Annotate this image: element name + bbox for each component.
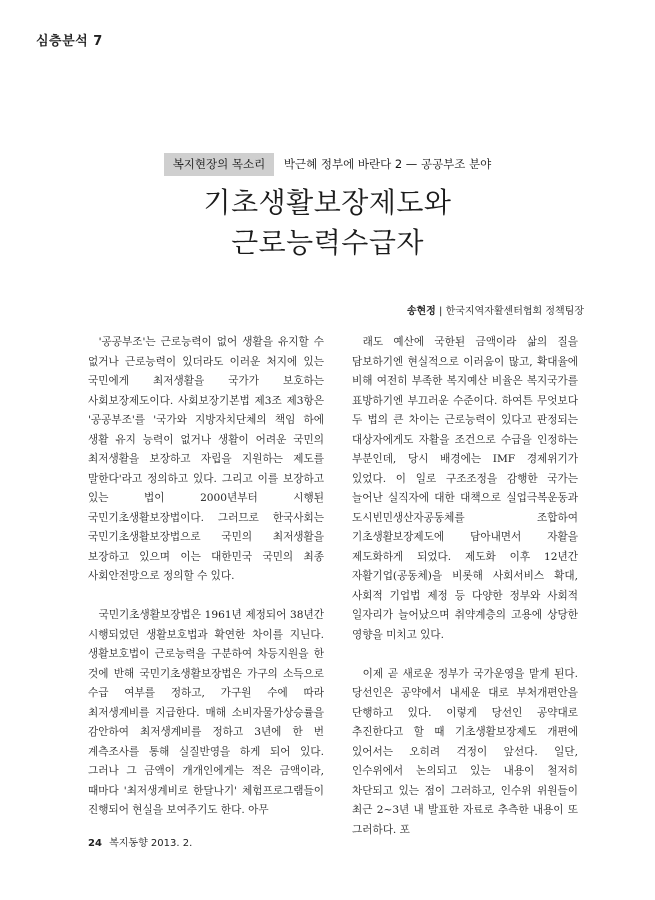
section-header: 심층분석 7 (36, 34, 103, 49)
article-title (0, 183, 655, 263)
series-subtitle: 박근혜 정부에 바란다 2 — 공공부조 분야 (283, 157, 492, 171)
author-byline (407, 302, 584, 317)
title-line-1: 기초생활보장제도와 (203, 186, 452, 219)
body-paragraph: '공공부조'는 근로능력이 없어 생활을 유지할 수 없거나 근로능력이 있더라도 이러운 처지에 있는 국민에게 최저생활을 국가가 보호하는 사회보장제도이다. 사회보장기본법 제3조 제3항은 '공공부조'를 '국가와 지방자치단체의 책임 하에 생활 유지 능력이 없거나 생활이 어려운 국민의 최저생활을 보장하고 자립을 지원하는 제도를 말한다'라고 정의하고 있다. 그리고 이를 보장하고 있는 법이 2000년부터 시행된 국민기초생활보장법이다. 그러므로 한국사회는 국민기초생활보장법으로 국민의 최저생활을 보장하고 있으며 이는 대한민국 국민의 최종 사회안전망으로 정의할 수 있다. (88, 336, 324, 582)
body-paragraph: 래도 예산에 국한된 금액이라 삶의 질을 담보하기엔 현실적으로 이러움이 많고, 확대율에 비해 여전히 부족한 복지예산 비율은 복지국가를 표방하기엔 부끄러운 수준이다. 하여튼 무엇보다 두 법의 큰 차이는 근로능력이 있다고 판정되는 대상자에게도 자활을 조건으로 수급을 인정하는 부분인데, 당시 배경에는 IMF 경제위기가 있었다. 이 일로 구조조정을 감행한 국가는 늘어난 실직자에 대한 대책으로 실업극복운동과 도시빈민생산자공동체를 조합하여 기초생활보장제도에 담아내면서 자활을 제도화하게 되었다. 제도화 이후 12년간 자활기업(공동체)을 비롯해 사회서비스 확대, 사회적 기업법 제정 등 다양한 정부와 사회적 일자리가 늘어났으며 취약계층의 고용에 상당한 영향을 미치고 있다. (352, 336, 578, 641)
body-column-right (352, 333, 578, 840)
author-name: 송현정 (406, 306, 436, 317)
article-kicker (0, 153, 655, 176)
byline-separator: | (439, 306, 446, 317)
publication-info: 복지동향 2013. 2. (109, 838, 193, 849)
body-paragraph: 이제 곧 새로운 정부가 국가운영을 맡게 된다. 당선인은 공약에서 내세운 대로 부처개편안을 단행하고 있다. 이렇게 당선인 공약대로 추진한다고 할 때 기초생활보장제도 개편에 있어서는 오히려 걱정이 앞선다. 일단, 인수위에서 논의되고 있는 내용이 철저히 차단되고 있는 점이 그러하고, 인수위 위원들이 최근 2~3년 내 발표한 자료로 추측한 내용이 또 그러하다. 포 (352, 667, 578, 836)
body-column-left (88, 333, 324, 821)
author-affiliation: 한국지역자활센터협회 정책팀장 (445, 306, 584, 317)
title-line-2: 근로능력수급자 (231, 226, 424, 259)
page-footer (88, 834, 192, 849)
series-tag: 복지현장의 목소리 (164, 153, 275, 176)
page-number: 24 (88, 838, 102, 849)
body-paragraph: 국민기초생활보장법은 1961년 제정되어 38년간 시행되었던 생활보호법과 확연한 차이를 지닌다. 생활보호법이 근로능력을 구분하여 차등지원을 한 것에 반해 국민기초생활보장법은 가구의 소득으로 수급 여부를 정하고, 가구원 수에 따라 최저생계비를 지급한다. 매해 소비자물가상승률을 감안하여 최저생계비를 정하고 3년에 한 번 계측조사를 통해 실질반영을 하게 되어 있다. 그러나 그 금액이 개개인에게는 적은 금액이라, 때마다 '최저생계비로 한달나기' 체험프로그램들이 진행되어 현실을 보여주기도 한다. 아무 (88, 609, 324, 816)
